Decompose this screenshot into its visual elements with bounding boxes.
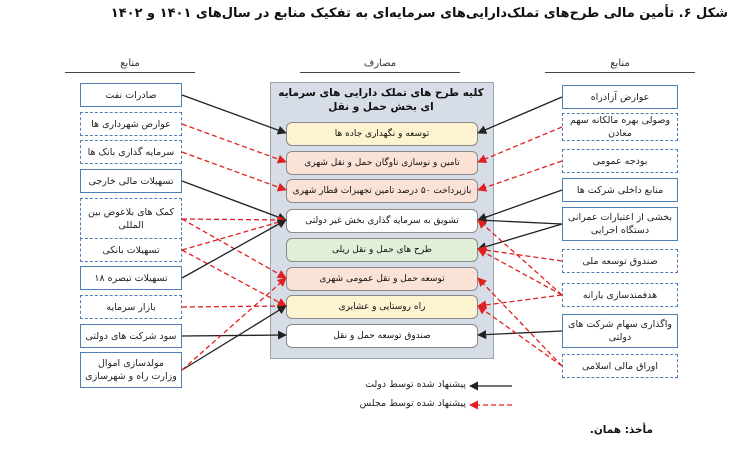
legend-government: پیشنهاد شده توسط دولت bbox=[365, 379, 466, 390]
left-source-box: سود شرکت های دولتی bbox=[80, 324, 182, 348]
right-source-box: عوارض آزادراه bbox=[562, 85, 678, 109]
right-source-box: اوراق مالی اسلامی bbox=[562, 354, 678, 378]
left-source-box: صادرات نفت bbox=[80, 83, 182, 107]
header-left-sources: منابع bbox=[120, 58, 140, 69]
right-source-box: بودجه عمومی bbox=[562, 149, 678, 173]
use-item: صندوق توسعه حمل و نقل bbox=[286, 324, 478, 348]
left-source-box: تسهیلات بانکی bbox=[80, 238, 182, 262]
left-source-box: تسهیلات مالی خارجی bbox=[80, 169, 182, 193]
use-item: تشویق به سرمایه گذاری بخش غیر دولتی bbox=[286, 209, 478, 233]
use-item: طرح های حمل و نقل ریلی bbox=[286, 238, 478, 262]
header-center-uses: مصارف bbox=[363, 58, 397, 69]
source-note: مأخذ: همان. bbox=[589, 424, 653, 436]
header-right-sources: منابع bbox=[610, 58, 630, 69]
use-item: راه روستایی و عشایری bbox=[286, 295, 478, 319]
right-source-box: بخشی از اعتبارات عمرانی دستگاه اجرایی bbox=[562, 207, 678, 241]
right-source-box: وصولی بهره مالکانه سهم معادن bbox=[562, 113, 678, 141]
left-source-box: سرمایه گذاری بانک ها bbox=[80, 140, 182, 164]
use-item: توسعه و نگهداری جاده ها bbox=[286, 122, 478, 146]
right-source-box: صندوق توسعه ملی bbox=[562, 249, 678, 273]
use-item: بازپرداخت ۵۰ درصد تامین تجهیزات قطار شهری bbox=[286, 179, 478, 203]
right-source-box: منابع داخلی شرکت ها bbox=[562, 178, 678, 202]
use-item: تامین و نوسازی ناوگان حمل و نقل شهری bbox=[286, 151, 478, 175]
left-source-box: کمک های بلاعوض بین المللی bbox=[80, 198, 182, 240]
use-item: توسعه حمل و نقل عمومی شهری bbox=[286, 267, 478, 291]
left-source-box: تسهیلات تبصره ۱۸ bbox=[80, 266, 182, 290]
right-source-box: واگذاری سهام شرکت های دولتی bbox=[562, 314, 678, 348]
legend-parliament: پیشنهاد شده توسط مجلس bbox=[359, 398, 466, 409]
left-source-box: بازار سرمایه bbox=[80, 295, 182, 319]
left-source-box: مولدسازی اموال وزارت راه و شهرسازی bbox=[80, 352, 182, 388]
right-source-box: هدفمندسازی یارانه bbox=[562, 283, 678, 307]
uses-panel-title: کلیه طرح های تملک دارایی های سرمایه ای بخش حمل و نقل bbox=[278, 87, 484, 113]
left-source-box: عوارض شهرداری ها bbox=[80, 112, 182, 136]
figure-title: شکل ۶. تأمین مالی طرح‌های تملک‌دارایی‌های سرمایه‌ای به تفکیک منابع در سال‌های ۱۴۰۱ و ۱۴۰۲ bbox=[110, 6, 728, 21]
